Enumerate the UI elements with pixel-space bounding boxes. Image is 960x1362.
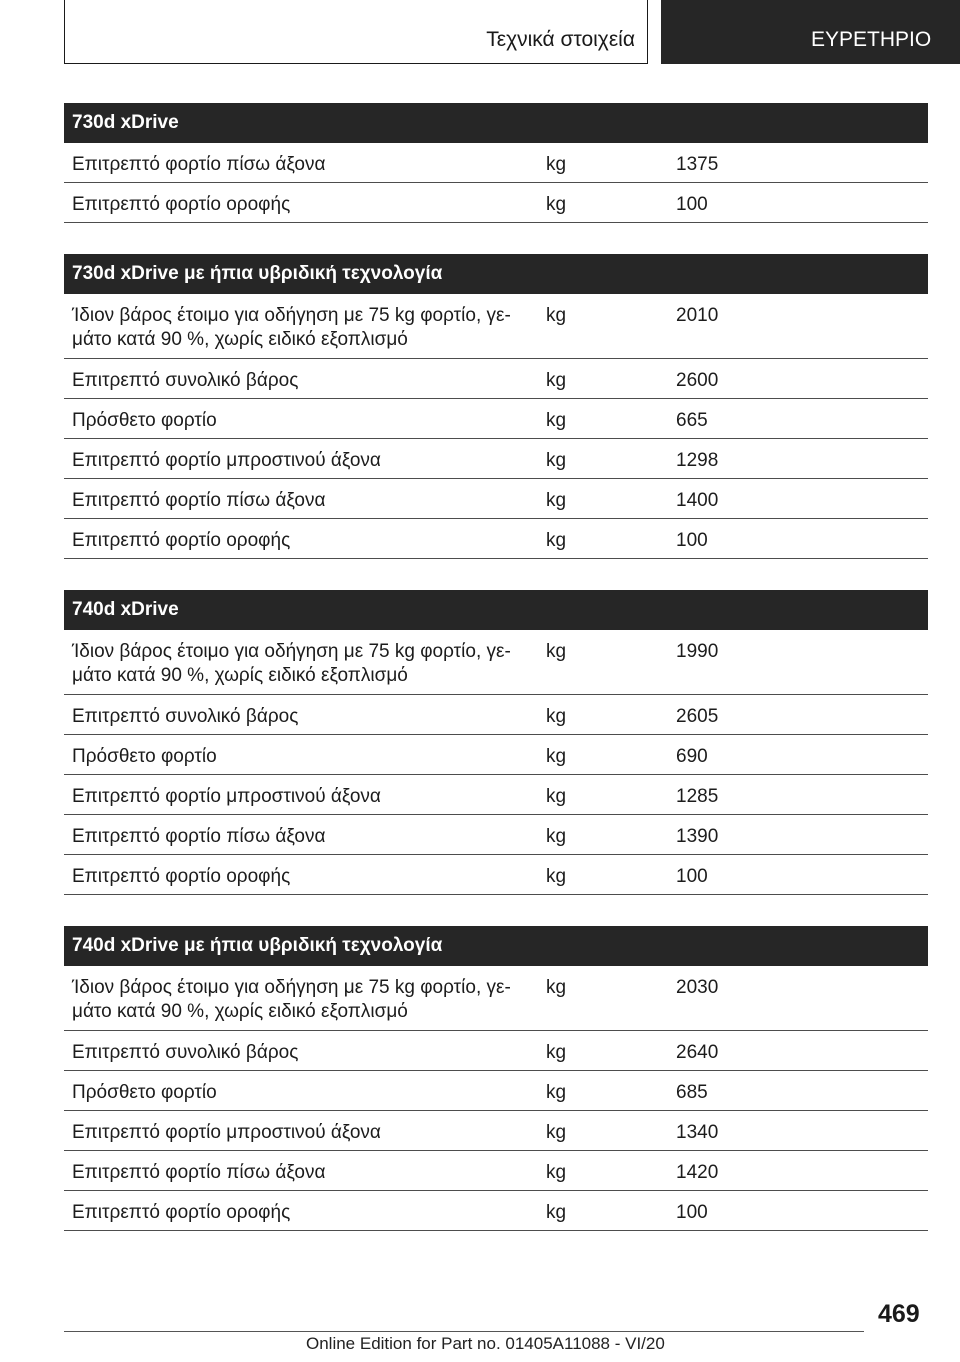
row-label-line: Ίδιον βάρος έτοιμο για οδήγηση με 75 kg φορτίο, γε- [72,977,511,998]
footer-divider [64,1331,864,1332]
table-row [64,143,928,183]
row-unit: kg [546,370,567,391]
row-label: Πρόσθετο φορτίο [72,746,217,767]
row-label: Επιτρεπτό φορτίο πίσω άξονα [72,154,326,175]
row-value: 100 [676,194,708,215]
section-title: 740d xDrive [64,590,928,630]
row-value: 1298 [676,450,719,471]
header-section-tab[interactable] [64,0,648,64]
row-value: 2640 [676,1042,719,1063]
table-row [64,439,928,479]
page-number: 469 [878,1300,920,1328]
table-row [64,775,928,815]
row-label-line: Ίδιον βάρος έτοιμο για οδήγηση με 75 kg φορτίο, γε- [72,305,511,326]
row-unit: kg [546,706,567,727]
header-index-tab[interactable] [661,0,960,64]
table-row [64,695,928,735]
section-title: 730d xDrive με ήπια υβριδική τεχνολογία [64,254,928,294]
row-unit: kg [546,786,567,807]
section-730d-xdrive-mild-hybrid [64,254,928,559]
row-label [72,976,520,1024]
row-value: 100 [676,530,708,551]
row-label [72,640,520,688]
header-index-label: ΕΥΡΕΤΗΡΙΟ [811,28,932,51]
table-row [64,519,928,559]
row-unit: kg [546,1042,567,1063]
table-row [64,399,928,439]
table-row [64,1151,928,1191]
row-value: 2010 [676,305,719,326]
row-unit: kg [546,410,567,431]
row-unit: kg [546,641,567,662]
section-740d-xdrive-mild-hybrid [64,926,928,1231]
table-row [64,183,928,223]
row-unit: kg [546,1202,567,1223]
table-row [64,1111,928,1151]
row-label-line: μάτο κατά 90 %, χωρίς ειδικό εξοπλισμό [72,1001,408,1022]
row-unit: kg [546,826,567,847]
row-label: Πρόσθετο φορτίο [72,410,217,431]
row-unit: kg [546,154,567,175]
row-value: 690 [676,746,708,767]
row-label: Επιτρεπτό φορτίο μπροστινού άξονα [72,1122,381,1143]
row-unit: kg [546,1162,567,1183]
row-value: 1375 [676,154,719,175]
table-row [64,630,928,695]
row-label-line: Ίδιον βάρος έτοιμο για οδήγηση με 75 kg φορτίο, γε- [72,641,511,662]
table-row [64,1031,928,1071]
row-value: 1390 [676,826,719,847]
footer-edition-text: Online Edition for Part no. 01405A11088 - VI/20 [306,1334,665,1353]
row-label: Επιτρεπτό συνολικό βάρος [72,706,299,727]
row-unit: kg [546,305,567,326]
row-value: 1990 [676,641,719,662]
row-value: 1340 [676,1122,719,1143]
row-label-line: μάτο κατά 90 %, χωρίς ειδικό εξοπλισμό [72,329,408,350]
row-label: Επιτρεπτό φορτίο μπροστινού άξονα [72,450,381,471]
row-value: 2605 [676,706,719,727]
row-label: Επιτρεπτό συνολικό βάρος [72,370,299,391]
row-value: 1285 [676,786,719,807]
row-label [72,304,520,352]
header-section-title: Τεχνικά στοιχεία [486,28,635,51]
row-value: 100 [676,866,708,887]
table-row [64,815,928,855]
row-value: 100 [676,1202,708,1223]
section-title: 740d xDrive με ήπια υβριδική τεχνολογία [64,926,928,966]
row-label: Επιτρεπτό φορτίο πίσω άξονα [72,1162,326,1183]
table-row [64,359,928,399]
row-label: Επιτρεπτό φορτίο οροφής [72,530,291,551]
table-row [64,1191,928,1231]
section-title: 730d xDrive [64,103,928,143]
section-740d-xdrive [64,590,928,895]
row-value: 665 [676,410,708,431]
row-value: 685 [676,1082,708,1103]
row-label: Πρόσθετο φορτίο [72,1082,217,1103]
table-row [64,479,928,519]
row-unit: kg [546,1082,567,1103]
row-unit: kg [546,1122,567,1143]
table-row [64,1071,928,1111]
row-value: 1420 [676,1162,719,1183]
row-label: Επιτρεπτό φορτίο οροφής [72,1202,291,1223]
row-unit: kg [546,194,567,215]
spec-tables [64,103,928,1262]
table-row [64,966,928,1031]
row-unit: kg [546,746,567,767]
row-label: Επιτρεπτό φορτίο οροφής [72,194,291,215]
row-unit: kg [546,450,567,471]
row-unit: kg [546,490,567,511]
table-row [64,294,928,359]
table-row [64,855,928,895]
row-unit: kg [546,977,567,998]
section-730d-xdrive [64,103,928,223]
row-label: Επιτρεπτό συνολικό βάρος [72,1042,299,1063]
row-label: Επιτρεπτό φορτίο οροφής [72,866,291,887]
row-value: 2030 [676,977,719,998]
row-unit: kg [546,866,567,887]
row-unit: kg [546,530,567,551]
row-label: Επιτρεπτό φορτίο πίσω άξονα [72,826,326,847]
row-value: 2600 [676,370,719,391]
row-label: Επιτρεπτό φορτίο μπροστινού άξονα [72,786,381,807]
row-label-line: μάτο κατά 90 %, χωρίς ειδικό εξοπλισμό [72,665,408,686]
table-row [64,735,928,775]
row-label: Επιτρεπτό φορτίο πίσω άξονα [72,490,326,511]
row-value: 1400 [676,490,719,511]
